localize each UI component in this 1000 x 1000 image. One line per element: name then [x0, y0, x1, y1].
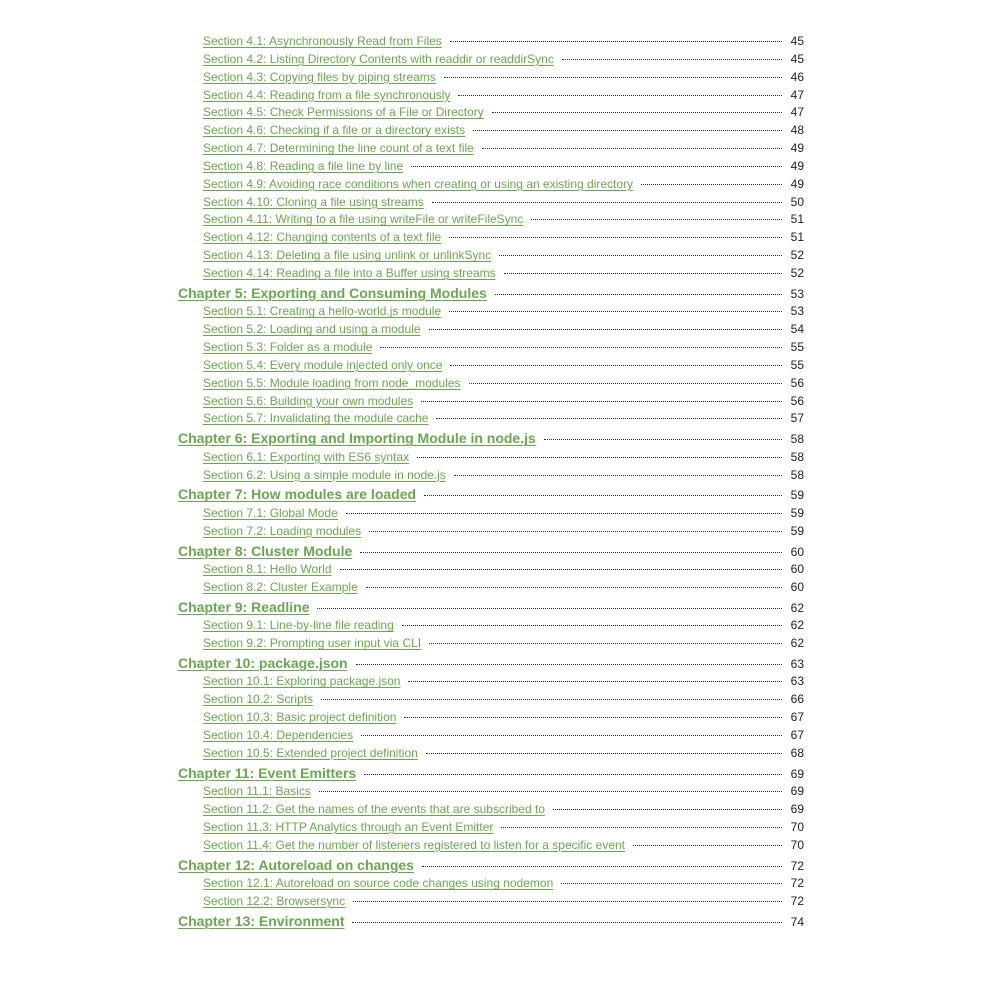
toc-section-entry[interactable] — [178, 394, 804, 412]
page-number: 53 — [790, 286, 804, 301]
toc-section-entry[interactable] — [178, 88, 804, 106]
page-number: 53 — [790, 304, 804, 319]
chapter-link[interactable]: Chapter 6: Exporting and Importing Module in node.js — [178, 430, 536, 447]
page-number: 62 — [790, 600, 804, 615]
dot-leader — [421, 401, 782, 402]
toc-chapter-entry[interactable] — [178, 655, 804, 675]
section-link[interactable]: Section 4.3: Copying files by piping streams — [203, 69, 436, 84]
page-number: 69 — [790, 802, 804, 817]
toc-section-entry[interactable] — [178, 746, 804, 764]
dot-leader — [380, 347, 782, 348]
toc-section-entry[interactable] — [178, 450, 804, 468]
dot-leader — [346, 513, 782, 514]
chapter-link[interactable]: Chapter 11: Event Emitters — [178, 764, 357, 781]
section-link[interactable]: Section 8.2: Cluster Example — [203, 579, 358, 594]
dot-leader — [402, 625, 782, 626]
page-number: 55 — [790, 357, 804, 372]
page-number: 63 — [790, 656, 804, 671]
page-number: 72 — [790, 893, 804, 908]
chapter-link[interactable]: Chapter 13: Environment — [178, 912, 345, 929]
section-link[interactable]: Section 7.1: Global Mode — [203, 505, 338, 520]
page-number: 45 — [790, 34, 804, 48]
dot-leader — [450, 41, 782, 42]
page-number: 55 — [790, 340, 804, 354]
section-link[interactable]: Section 6.2: Using a simple module in node.js — [203, 467, 446, 482]
page-number: 58 — [790, 432, 804, 447]
dot-leader — [436, 418, 782, 419]
toc-section-entry[interactable] — [178, 105, 804, 123]
dot-leader — [321, 699, 782, 700]
section-link[interactable]: Section 4.2: Listing Directory Contents with readdir or readdirSync — [203, 51, 554, 66]
section-link[interactable]: Section 9.2: Prompting user input via CLI — [203, 636, 422, 651]
section-link[interactable]: Section 10.4: Dependencies — [203, 728, 354, 742]
section-link[interactable]: Section 6.1: Exporting with ES6 syntax — [203, 449, 410, 464]
dot-leader — [553, 809, 782, 810]
page-number: 68 — [790, 745, 804, 760]
dot-leader — [458, 95, 782, 96]
toc-section-entry[interactable] — [178, 562, 804, 580]
toc-section-entry[interactable] — [178, 524, 804, 542]
page-number: 56 — [790, 393, 804, 408]
dot-leader — [449, 311, 782, 312]
page-number: 60 — [790, 562, 804, 577]
toc-section-entry[interactable] — [178, 230, 804, 248]
dot-leader — [432, 202, 782, 203]
page-number: 67 — [790, 710, 804, 725]
page-number: 60 — [790, 579, 804, 594]
dot-leader — [353, 901, 782, 902]
toc-section-entry[interactable] — [178, 506, 804, 524]
dot-leader — [495, 294, 782, 295]
page-number: 49 — [790, 158, 804, 173]
dot-leader — [561, 883, 782, 884]
dot-leader — [319, 791, 782, 792]
dot-leader — [469, 383, 783, 384]
toc-section-entry[interactable] — [178, 52, 804, 70]
section-link[interactable]: Section 10.1: Exploring package.json — [203, 674, 401, 689]
page-number: 59 — [790, 505, 804, 520]
section-link[interactable]: Section 5.5: Module loading from node_modules — [203, 375, 461, 390]
section-link[interactable]: Section 9.1: Line-by-line file reading — [203, 618, 394, 633]
chapter-link[interactable]: Chapter 5: Exporting and Consuming Modules — [178, 284, 487, 301]
page-number: 47 — [790, 105, 804, 120]
toc-section-entry[interactable] — [178, 674, 804, 692]
dot-leader — [501, 827, 782, 828]
page-number: 51 — [790, 230, 804, 245]
section-link[interactable]: Section 4.14: Reading a file into a Buffer using streams — [203, 265, 496, 280]
page-number: 74 — [790, 914, 804, 929]
toc-section-entry[interactable] — [178, 212, 804, 230]
toc-section-entry[interactable] — [178, 159, 804, 177]
page-number: 50 — [790, 194, 804, 209]
toc-section-entry[interactable] — [178, 468, 804, 486]
toc-section-entry[interactable] — [178, 636, 804, 654]
page-number: 59 — [790, 488, 804, 503]
page-number: 62 — [790, 636, 804, 651]
section-link[interactable]: Section 8.1: Hello World — [203, 562, 332, 577]
page-number: 54 — [790, 322, 804, 337]
dot-leader — [544, 439, 782, 440]
toc-chapter-entry[interactable] — [178, 543, 804, 563]
page-number: 63 — [790, 674, 804, 689]
section-link[interactable]: Section 7.2: Loading modules — [203, 523, 362, 538]
toc-chapter-entry[interactable] — [178, 285, 804, 305]
section-link[interactable]: Section 11.3: HTTP Analytics through an Event Emitter — [203, 819, 494, 834]
dot-leader — [356, 664, 782, 665]
dot-leader — [450, 365, 782, 366]
section-link[interactable]: Section 4.13: Deleting a file using unlink or unlinkSync — [203, 248, 492, 263]
section-link[interactable]: Section 10.5: Extended project definition — [203, 745, 418, 760]
section-link[interactable]: Section 10.2: Scripts — [203, 692, 314, 707]
toc-section-entry[interactable] — [178, 618, 804, 636]
dot-leader — [633, 845, 782, 846]
page-number: 47 — [790, 87, 804, 102]
section-link[interactable]: Section 4.5: Check Permissions of a File or Directory — [203, 105, 484, 120]
dot-leader — [408, 681, 782, 682]
dot-leader — [473, 130, 782, 131]
dot-leader — [499, 255, 782, 256]
page-number: 45 — [790, 51, 804, 66]
toc-section-entry[interactable] — [178, 376, 804, 394]
section-link[interactable]: Section 4.8: Reading a file line by line — [203, 158, 404, 173]
toc-section-entry[interactable] — [178, 710, 804, 728]
toc-section-entry[interactable] — [178, 784, 804, 802]
page-number: 46 — [790, 69, 804, 84]
section-link[interactable]: Section 4.6: Checking if a file or a directory exists — [203, 123, 466, 138]
page-number: 70 — [790, 819, 804, 834]
dot-leader — [340, 569, 782, 570]
page-number: 67 — [790, 728, 804, 742]
toc-chapter-entry[interactable] — [178, 913, 804, 933]
dot-leader — [454, 475, 782, 476]
toc-section-entry[interactable] — [178, 876, 804, 894]
toc-chapter-entry[interactable] — [178, 599, 804, 619]
page-number: 59 — [790, 523, 804, 538]
page-number: 52 — [790, 265, 804, 280]
page-number: 51 — [790, 212, 804, 227]
chapter-link[interactable]: Chapter 10: package.json — [178, 654, 348, 671]
section-link[interactable]: Section 5.4: Every module injected only once — [203, 357, 443, 372]
toc-section-entry[interactable] — [178, 70, 804, 88]
page-number: 58 — [790, 449, 804, 464]
dot-leader — [492, 112, 782, 113]
section-link[interactable]: Section 4.1: Asynchronously Read from Files — [203, 34, 442, 48]
dot-leader — [360, 552, 782, 553]
page-number: 69 — [790, 766, 804, 781]
toc-section-entry[interactable] — [178, 266, 804, 284]
dot-leader — [361, 735, 782, 736]
dot-leader — [531, 219, 782, 220]
toc-section-entry[interactable] — [178, 322, 804, 340]
section-link[interactable]: Section 4.12: Changing contents of a text file — [203, 230, 442, 245]
section-link[interactable]: Section 4.10: Cloning a file using streams — [203, 194, 424, 209]
section-link[interactable]: Section 4.11: Writing to a file using writeFile or writeFileSync — [203, 212, 524, 227]
toc-section-entry[interactable] — [178, 141, 804, 159]
toc-section-entry[interactable] — [178, 304, 804, 322]
dot-leader — [429, 643, 782, 644]
dot-leader — [366, 587, 782, 588]
page-number: 58 — [790, 467, 804, 482]
toc-chapter-entry[interactable] — [178, 430, 804, 450]
dot-leader — [429, 329, 783, 330]
section-link[interactable]: Section 5.1: Creating a hello-world.js module — [203, 304, 442, 319]
chapter-link[interactable]: Chapter 8: Cluster Module — [178, 542, 353, 559]
toc-chapter-entry[interactable] — [178, 765, 804, 785]
section-link[interactable]: Section 11.2: Get the names of the events that are subscribed to — [203, 802, 545, 817]
section-link[interactable]: Section 5.6: Building your own modules — [203, 393, 414, 408]
dot-leader — [317, 608, 782, 609]
chapter-link[interactable]: Chapter 12: Autoreload on changes — [178, 856, 414, 873]
dot-leader — [426, 753, 782, 754]
section-link[interactable]: Section 10.3: Basic project definition — [203, 710, 397, 725]
toc-chapter-entry[interactable] — [178, 486, 804, 506]
toc-section-entry[interactable] — [178, 34, 804, 52]
dot-leader — [404, 717, 782, 718]
dot-leader — [641, 184, 782, 185]
section-link[interactable]: Section 11.4: Get the number of listeners registered to listen for a specific event — [203, 837, 625, 852]
toc-section-entry[interactable] — [178, 123, 804, 141]
toc-section-entry[interactable] — [178, 177, 804, 195]
toc-section-entry[interactable] — [178, 838, 804, 856]
page-number: 66 — [790, 692, 804, 707]
section-link[interactable]: Section 4.7: Determining the line count of a text file — [203, 141, 474, 156]
page-number: 49 — [790, 176, 804, 191]
page-number: 60 — [790, 544, 804, 559]
chapter-link[interactable]: Chapter 9: Readline — [178, 598, 310, 615]
section-link[interactable]: Section 12.1: Autoreload on source code changes using nodemon — [203, 876, 554, 891]
toc-section-entry[interactable] — [178, 692, 804, 710]
page-number: 70 — [790, 837, 804, 852]
page-number: 56 — [790, 375, 804, 390]
toc-section-entry[interactable] — [178, 248, 804, 266]
page-number: 49 — [790, 141, 804, 156]
page-number: 48 — [790, 123, 804, 138]
page-number: 52 — [790, 248, 804, 263]
section-link[interactable]: Section 5.7: Invalidating the module cache — [203, 411, 429, 426]
toc-chapter-entry[interactable] — [178, 857, 804, 877]
toc-section-entry[interactable] — [178, 195, 804, 213]
section-link[interactable]: Section 5.2: Loading and using a module — [203, 322, 421, 337]
toc-section-entry[interactable] — [178, 802, 804, 820]
dot-leader — [422, 866, 782, 867]
section-link[interactable]: Section 4.9: Avoiding race conditions when creating or using an existing directory — [203, 176, 634, 191]
page-number: 72 — [790, 876, 804, 891]
dot-leader — [364, 774, 782, 775]
section-link[interactable]: Section 11.1: Basics — [203, 784, 311, 799]
section-link[interactable]: Section 5.3: Folder as a module — [203, 340, 373, 354]
page-number: 57 — [790, 411, 804, 426]
page-number: 69 — [790, 784, 804, 799]
dot-leader — [369, 531, 782, 532]
toc-section-entry[interactable] — [178, 894, 804, 912]
dot-leader — [482, 148, 782, 149]
toc-section-entry[interactable] — [178, 340, 804, 358]
toc-section-entry[interactable] — [178, 358, 804, 376]
dot-leader — [504, 273, 782, 274]
page-number: 72 — [790, 858, 804, 873]
toc-section-entry[interactable] — [178, 580, 804, 598]
page-number: 62 — [790, 618, 804, 633]
toc-section-entry[interactable] — [178, 728, 804, 746]
table-of-contents — [178, 34, 804, 932]
dot-leader — [562, 59, 782, 60]
chapter-link[interactable]: Chapter 7: How modules are loaded — [178, 486, 417, 503]
section-link[interactable]: Section 4.4: Reading from a file synchronously — [203, 87, 451, 102]
dot-leader — [417, 457, 782, 458]
dot-leader — [444, 77, 782, 78]
toc-section-entry[interactable] — [178, 820, 804, 838]
dot-leader — [352, 922, 782, 923]
dot-leader — [424, 495, 782, 496]
toc-section-entry[interactable] — [178, 411, 804, 429]
section-link[interactable]: Section 12.2: Browsersync — [203, 893, 346, 908]
dot-leader — [449, 237, 782, 238]
dot-leader — [411, 166, 782, 167]
